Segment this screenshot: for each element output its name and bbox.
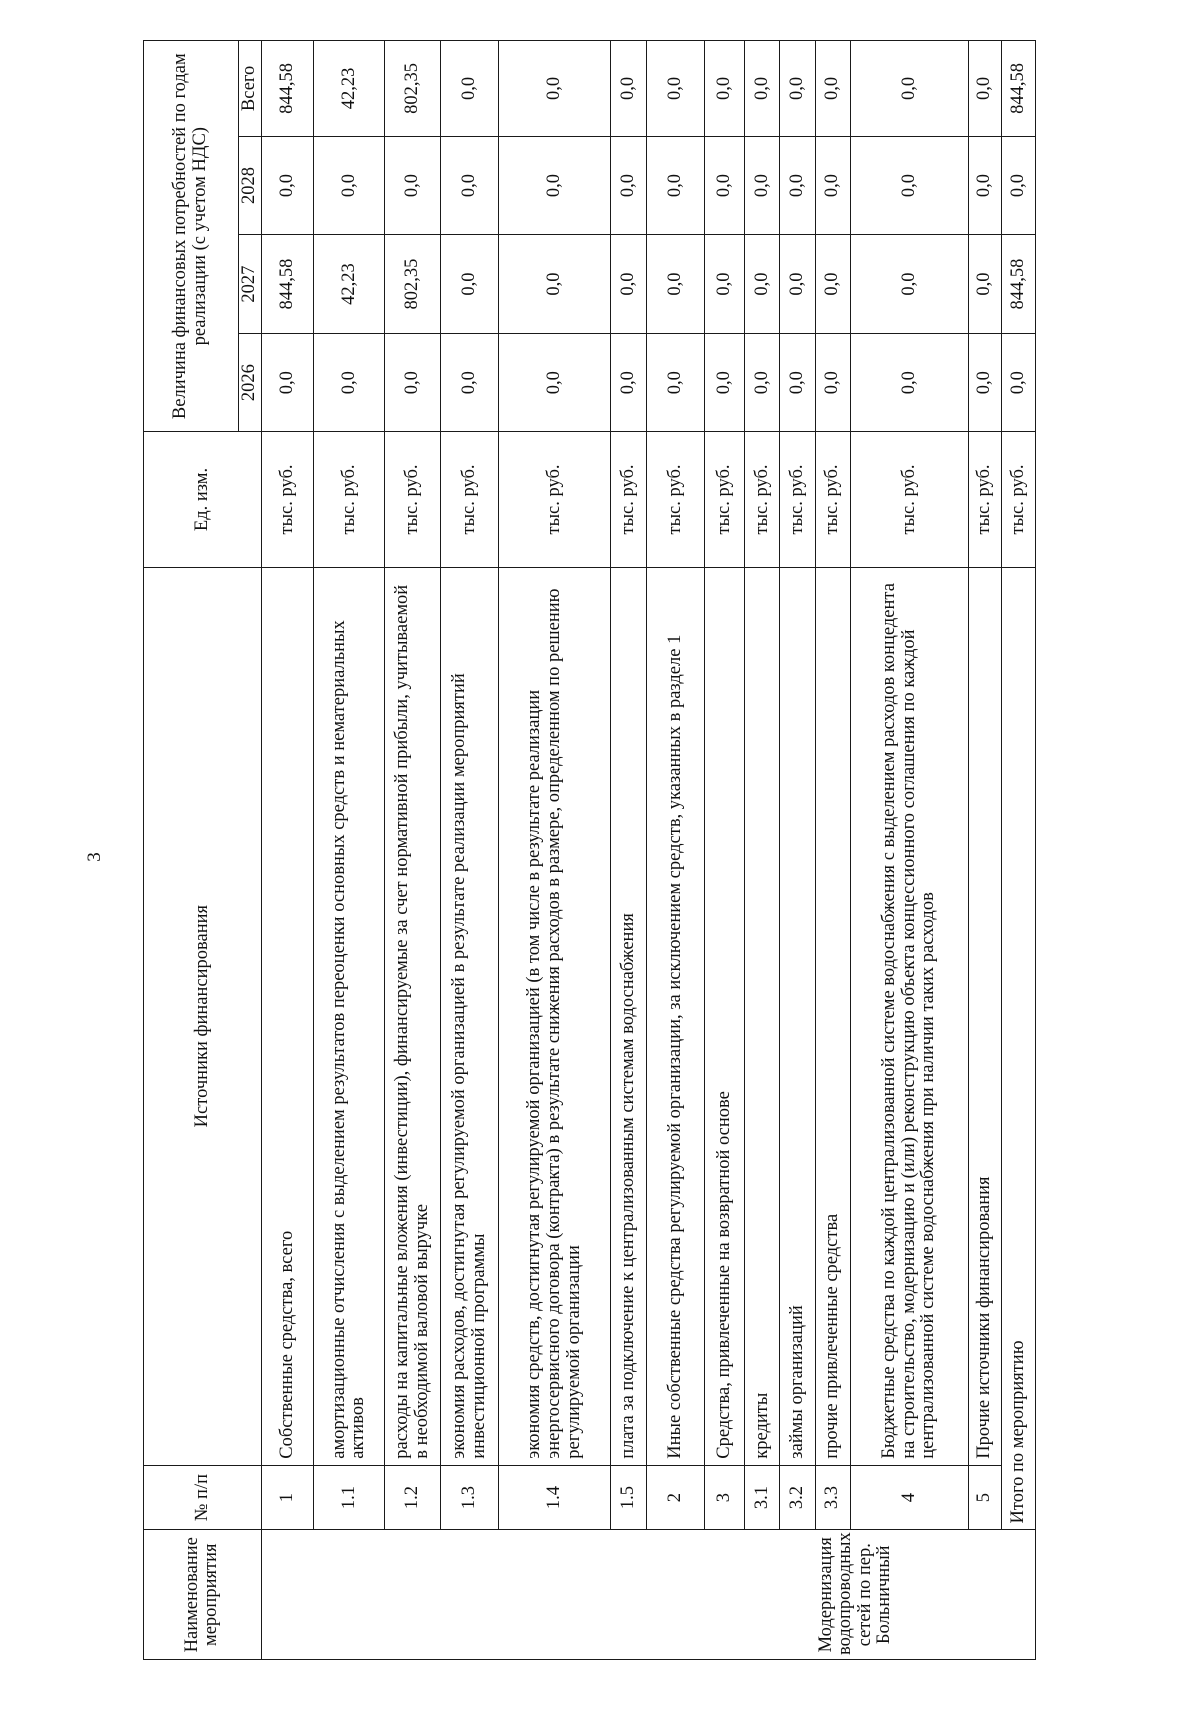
row-no: 3.1 xyxy=(745,1465,780,1530)
row-2026: 0,0 xyxy=(441,333,499,432)
row-2026: 0,0 xyxy=(969,333,1002,432)
header-sources: Источники финансирования xyxy=(144,567,262,1465)
row-2027: 0,0 xyxy=(816,235,851,334)
row-2026: 0,0 xyxy=(611,333,647,432)
row-unit: тыс. руб. xyxy=(611,432,647,567)
table-row xyxy=(969,41,1002,1660)
row-2028: 0,0 xyxy=(780,136,816,235)
total-total: 844,58 xyxy=(1002,41,1036,137)
row-unit: тыс. руб. xyxy=(851,432,969,567)
row-source: амортизационные отчисления с выделением результатов переоценки основных средств и нематериальных активов xyxy=(314,567,385,1465)
row-2027: 0,0 xyxy=(647,235,705,334)
row-no: 1 xyxy=(261,1465,314,1530)
header-total: Всего xyxy=(239,41,262,137)
row-total: 0,0 xyxy=(851,41,969,137)
row-unit: тыс. руб. xyxy=(780,432,816,567)
row-source: экономия средств, достигнутая регулируемой организацией (в том числе в результате реализации энергосервисного договора (контракта) в результате снижения расходов в размере, определенном по решению регулируемой организации xyxy=(499,567,611,1465)
header-unit: Ед. изм. xyxy=(144,432,262,567)
table-row xyxy=(441,41,499,1660)
header-year-2028: 2028 xyxy=(239,136,262,235)
row-2028: 0,0 xyxy=(611,136,647,235)
row-unit: тыс. руб. xyxy=(499,432,611,567)
row-2026: 0,0 xyxy=(705,333,745,432)
table-row xyxy=(385,41,441,1660)
row-total: 0,0 xyxy=(969,41,1002,137)
row-total: 802,35 xyxy=(385,41,441,137)
row-no: 4 xyxy=(851,1465,969,1530)
row-2026: 0,0 xyxy=(261,333,314,432)
row-unit: тыс. руб. xyxy=(441,432,499,567)
row-source: займы организаций xyxy=(780,567,816,1465)
row-2028: 0,0 xyxy=(499,136,611,235)
row-2027: 0,0 xyxy=(611,235,647,334)
row-source: Средства, привлеченные на возвратной основе xyxy=(705,567,745,1465)
row-2027: 0,0 xyxy=(969,235,1002,334)
row-unit: тыс. руб. xyxy=(969,432,1002,567)
total-2028: 0,0 xyxy=(1002,136,1036,235)
event-name-cell: Модернизация водопроводных сетей по пер. Больничный xyxy=(261,1530,1035,1660)
total-2027: 844,58 xyxy=(1002,235,1036,334)
row-2026: 0,0 xyxy=(314,333,385,432)
row-source: Собственные средства, всего xyxy=(261,567,314,1465)
row-2027: 0,0 xyxy=(705,235,745,334)
row-2026: 0,0 xyxy=(647,333,705,432)
row-2027: 0,0 xyxy=(499,235,611,334)
row-total: 0,0 xyxy=(611,41,647,137)
row-no: 1.1 xyxy=(314,1465,385,1530)
row-no: 1.4 xyxy=(499,1465,611,1530)
row-source: расходы на капитальные вложения (инвестиции), финансируемые за счет нормативной прибыли, учитываемой в необходимой валовой выручке xyxy=(385,567,441,1465)
table-row xyxy=(705,41,745,1660)
row-source: экономия расходов, достигнутая регулируемой организацией в результате реализации мероприятий инвестиционной программы xyxy=(441,567,499,1465)
header-no: № п/п xyxy=(144,1465,262,1530)
table-row xyxy=(851,41,969,1660)
row-2028: 0,0 xyxy=(851,136,969,235)
row-unit: тыс. руб. xyxy=(705,432,745,567)
header-year-2026: 2026 xyxy=(239,333,262,432)
row-no: 1.3 xyxy=(441,1465,499,1530)
rotated-table-container xyxy=(143,40,1036,1660)
row-2028: 0,0 xyxy=(816,136,851,235)
row-total: 0,0 xyxy=(499,41,611,137)
row-total: 0,0 xyxy=(780,41,816,137)
row-no: 3 xyxy=(705,1465,745,1530)
row-2028: 0,0 xyxy=(314,136,385,235)
row-unit: тыс. руб. xyxy=(816,432,851,567)
header-year-2027: 2027 xyxy=(239,235,262,334)
row-total: 0,0 xyxy=(441,41,499,137)
row-2028: 0,0 xyxy=(745,136,780,235)
table-row xyxy=(314,41,385,1660)
row-2028: 0,0 xyxy=(647,136,705,235)
row-unit: тыс. руб. xyxy=(385,432,441,567)
row-source: Прочие источники финансирования xyxy=(969,567,1002,1465)
header-event-name: Наименование мероприятия xyxy=(144,1530,262,1660)
header-row xyxy=(144,41,239,1660)
row-2028: 0,0 xyxy=(969,136,1002,235)
row-total: 0,0 xyxy=(705,41,745,137)
row-no: 1.5 xyxy=(611,1465,647,1530)
row-2027: 802,35 xyxy=(385,235,441,334)
row-2027: 0,0 xyxy=(851,235,969,334)
total-unit: тыс. руб. xyxy=(1002,432,1036,567)
row-2027: 0,0 xyxy=(745,235,780,334)
row-2026: 0,0 xyxy=(745,333,780,432)
row-source: прочие привлеченные средства xyxy=(816,567,851,1465)
total-row xyxy=(1002,41,1036,1660)
row-2027: 42,23 xyxy=(314,235,385,334)
row-no: 1.2 xyxy=(385,1465,441,1530)
row-2028: 0,0 xyxy=(261,136,314,235)
row-unit: тыс. руб. xyxy=(261,432,314,567)
table-row xyxy=(745,41,780,1660)
row-unit: тыс. руб. xyxy=(314,432,385,567)
total-2026: 0,0 xyxy=(1002,333,1036,432)
row-2028: 0,0 xyxy=(385,136,441,235)
rotated-page-content xyxy=(143,40,1036,1660)
row-unit: тыс. руб. xyxy=(745,432,780,567)
table-row xyxy=(780,41,816,1660)
row-2026: 0,0 xyxy=(816,333,851,432)
total-label: Итого по мероприятию xyxy=(1002,567,1036,1530)
row-no: 3.3 xyxy=(816,1465,851,1530)
financing-table xyxy=(143,40,1036,1660)
row-no: 2 xyxy=(647,1465,705,1530)
row-2026: 0,0 xyxy=(780,333,816,432)
row-source: кредиты xyxy=(745,567,780,1465)
row-total: 42,23 xyxy=(314,41,385,137)
row-2028: 0,0 xyxy=(705,136,745,235)
row-2026: 0,0 xyxy=(851,333,969,432)
row-no: 3.2 xyxy=(780,1465,816,1530)
header-financing-title: Величина финансовых потребностей по годам реализации (с учетом НДС) xyxy=(144,41,239,432)
table-row xyxy=(611,41,647,1660)
page-number: 3 xyxy=(84,852,105,862)
row-total: 844,58 xyxy=(261,41,314,137)
row-2027: 0,0 xyxy=(441,235,499,334)
row-2027: 844,58 xyxy=(261,235,314,334)
row-total: 0,0 xyxy=(745,41,780,137)
row-source: Бюджетные средства по каждой централизованной системе водоснабжения с выделением расходов концедента на строительство, модернизацию и (или) реконструкцию объекта концессионного соглашения по каждой централизованной системе водоснабжения при наличии таких расходов xyxy=(851,567,969,1465)
row-unit: тыс. руб. xyxy=(647,432,705,567)
table-row xyxy=(499,41,611,1660)
row-2027: 0,0 xyxy=(780,235,816,334)
row-no: 5 xyxy=(969,1465,1002,1530)
table-row xyxy=(816,41,851,1660)
row-source: плата за подключение к централизованным системам водоснабжения xyxy=(611,567,647,1465)
row-2026: 0,0 xyxy=(385,333,441,432)
row-2026: 0,0 xyxy=(499,333,611,432)
row-2028: 0,0 xyxy=(441,136,499,235)
table-row xyxy=(261,41,314,1660)
row-total: 0,0 xyxy=(647,41,705,137)
row-source: Иные собственные средства регулируемой организации, за исключением средств, указанных в разделе 1 xyxy=(647,567,705,1465)
row-total: 0,0 xyxy=(816,41,851,137)
table-row xyxy=(647,41,705,1660)
